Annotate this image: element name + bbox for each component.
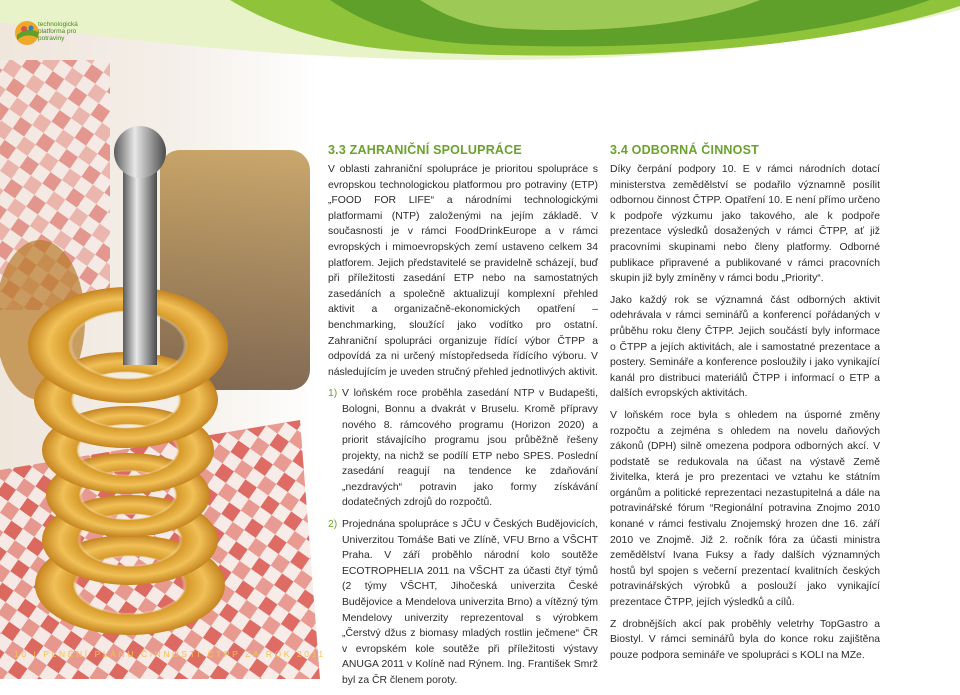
page-number: 10 — [14, 649, 29, 659]
paragraph: Díky čerpání podpory 10. E v rámci národních dotací ministerstva zemědělství se podařilo významně posílit odbornou činnost ČTPP. Opatření 10. E není přímo určeno k podpoře výzkumu jako takového, ale k podpoře prezentace výsledků dosažených v rámci ČTPP, ať již pracovními skupinami nebo členy platformy. Odborné publikace připravené a publikované v rámci pracovních skupin již byly zmíněny v rámci bodu „Priority“. — [610, 164, 880, 285]
intro-paragraph: V oblasti zahraniční spolupráce je prioritou spolupráce s evropskou technologickou platformou pro potraviny (ETP) „FOOD FOR LIFE“ a národními technologickými platformami (NTP) založenými na jejím základě. V současnosti je v rámci FoodDrinkEurope a v rámci evropských i mimoevropských zemí ustaveno celkem 34 platforem. Jejich představitelé se pravidelně scházejí, buď při příležitosti zasedání ETP nebo na samostatných zasedáních a společně aktualizují komplexní přehled aktivit a organizačně-ekonomických opatření – benchmarking, sloužící jako vodítko pro ostatní. Zahraniční spolupráci organizuje řídící výbor ČTPP a odpovídá za ni určený místopředseda řídícího výboru. V následujícím je uveden stručný přehled jednotlivých aktivit. — [328, 164, 598, 378]
activity-list — [328, 386, 598, 688]
section-foreign-cooperation — [328, 142, 598, 695]
list-item — [328, 386, 598, 511]
list-text: Projednána spolupráce s JČU v Českých Budějovicích, Univerzitou Tomáše Bati ve Zlíně, VFU Brno a VŠCHT Praha. V září proběhlo národní kolo soutěže ECOTROPHELIA 2011 na VŠCHT za účasti čtyř týmů (2 týmy VŠCHT, Jihočeská univerzita České Budějovice a Mendelova univerzita Brno) a vítězný tým Mendelovy univerzity reprezentoval s výrobkem „Čerstvý džus z biomasy mladých rostlin ječmene“ ČR v evropském kole soutěže při příležitosti výstavy ANUGA 2011 v Kolíně nad Rýnem. Ing. František Smrž byl za ČR členem poroty. — [342, 519, 598, 686]
section-heading: 3.3 ZAHRANIČNÍ SPOLUPRÁCE — [328, 143, 522, 157]
list-item — [328, 517, 598, 689]
paragraph: Z drobnějších akcí pak proběhly veletrhy TopGastro a Biostyl. V rámci seminářů byla do konce roku zajištěna pouze podpora semináře ve spolupráci s KOLI na MZe. — [610, 618, 880, 661]
footer-title: PLNĚNÍ PLÁNU ČINNOSTI ČTPP ZA ROK 2011 — [43, 649, 326, 659]
section-expert-activity — [610, 142, 880, 663]
list-number: 2) — [328, 519, 338, 531]
header-band — [0, 0, 960, 70]
footer-separator: | — [33, 649, 39, 659]
page-footer — [14, 649, 326, 659]
list-number: 1) — [328, 388, 338, 400]
list-text: V loňském roce proběhla zasedání NTP v Budapešti, Bologni, Bonnu a dvakrát v Bruselu. Kromě přípravy nového 8. rámcového programu (Horizon 2020) a priorit stávajícího programu jsou průběžně řešeny projekty, na nichž se podílí ETP nebo SPES. Poslední zasedání reagují na tendence ke zdaňování „nezdravých“ potravin jako formy získávání dodatečných zdrojů do rozpočtů. — [342, 388, 598, 509]
paragraph: V loňském roce byla s ohledem na úsporné změny rozpočtu a zejména s ohledem na novelu daňových zákonů (DPH) silně omezena podpora odborných akcí. V podstatě se redukovala na účast na výstavě Země živitelka, která je pro prezentaci ve vztahu ke státním orgánům a politické reprezentaci nezastupitelná a dále na potravinářské fórum “Regionální potravina Znojmo 2010 konané v rámci festivalu Znojemský hrozen dne 16. září 2010 ve Znojmě. Již 2. ročník fóra za účasti ministra zemědělství Ivana Fuksy a řady dalších významných hostů byl spojen s večerní prezentací kvalitních českých potravinářských výrobků a poslouží jako vynikající prezentace ČTPP, jejích výsledků a cílů. — [610, 409, 880, 609]
logo-text: technologická platforma pro potraviny — [38, 21, 78, 42]
section-heading: 3.4 ODBORNÁ ČINNOST — [610, 143, 759, 157]
paragraph: Jako každý rok se významná část odborných aktivit odehrávala v rámci seminářů a konferencí pořádaných v průběhu roku členy ČTPP. Jejich součástí byly informace o ČTPP a jejích aktivitách, ale i samostatné prezentace a postery. Semináře a konference posloužily i jako vynikající kanál pro distribuci materiálů ČTPP i informací o ETP a dalších evropských aktivitách. — [610, 294, 880, 400]
